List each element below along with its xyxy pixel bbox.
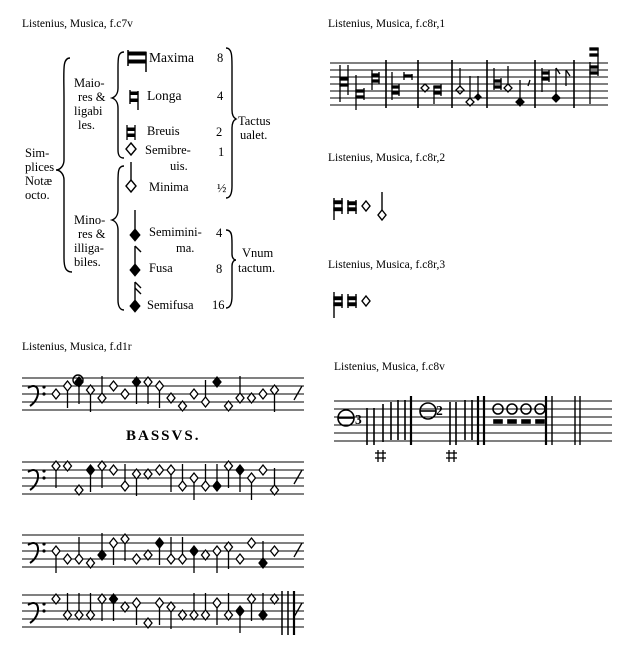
caption-f8v: Listenius, Musica, f.c8v	[334, 361, 445, 373]
maiores-label-4: les.	[78, 118, 96, 132]
note-name-longa: Longa	[147, 88, 182, 103]
caption-f7v: Listenius, Musica, f.c7v	[22, 18, 133, 30]
simplices-label-2: plices	[25, 160, 55, 174]
note-value-fusa: 8	[216, 262, 223, 276]
caption-f8r1: Listenius, Musica, f.c8r,1	[328, 18, 446, 30]
note-value-semibreuis: 1	[218, 145, 225, 159]
note-name-semiminima: Semimini-	[149, 225, 202, 239]
note-name-minima: Minima	[149, 180, 189, 194]
vnum-label-1: Vnum	[242, 246, 274, 260]
note-value-longa: 4	[217, 89, 224, 103]
bassus-label: BASSVS.	[126, 428, 201, 444]
caption-f8r2: Listenius, Musica, f.c8r,2	[328, 152, 446, 164]
note-value-maxima: 8	[217, 51, 224, 65]
note-name-semifusa: Semifusa	[147, 298, 194, 312]
note-value-semifusa: 16	[212, 298, 225, 312]
simplices-label-4: octo.	[25, 188, 50, 202]
vnum-label-2: tactum.	[238, 261, 276, 275]
mensuration-3: 3	[355, 412, 362, 427]
note-name-semibreuis: Semibre-	[145, 143, 191, 157]
note-name-maxima: Maxima	[149, 50, 194, 65]
minores-label-4: biles.	[74, 255, 101, 269]
note-value-semiminima: 4	[216, 226, 223, 240]
minores-label-3: illiga-	[74, 241, 104, 255]
note-value-minima: ½	[217, 181, 227, 195]
simplices-label-1: Sim-	[25, 146, 50, 160]
mensuration-2: 2	[436, 403, 443, 418]
simplices-label-3: Notæ	[25, 174, 53, 188]
caption-f8r3: Listenius, Musica, f.c8r,3	[328, 259, 446, 271]
note-name-fusa: Fusa	[149, 261, 173, 275]
maiores-label-3: ligabi	[74, 104, 103, 118]
note-name-semibreuis-2: uis.	[170, 159, 188, 173]
caption-fd1r: Listenius, Musica, f.d1r	[22, 341, 132, 353]
tactus-label-2: ualet.	[240, 128, 268, 142]
note-name-breuis: Breuis	[147, 124, 180, 138]
maiores-label-2: res &	[78, 90, 106, 104]
tactus-label-1: Tactus	[238, 114, 271, 128]
note-value-breuis: 2	[216, 125, 223, 139]
minores-label-1: Mino-	[74, 213, 106, 227]
maiores-label-1: Maio-	[74, 76, 105, 90]
note-name-semiminima-2: ma.	[176, 241, 195, 255]
minores-label-2: res &	[78, 227, 106, 241]
